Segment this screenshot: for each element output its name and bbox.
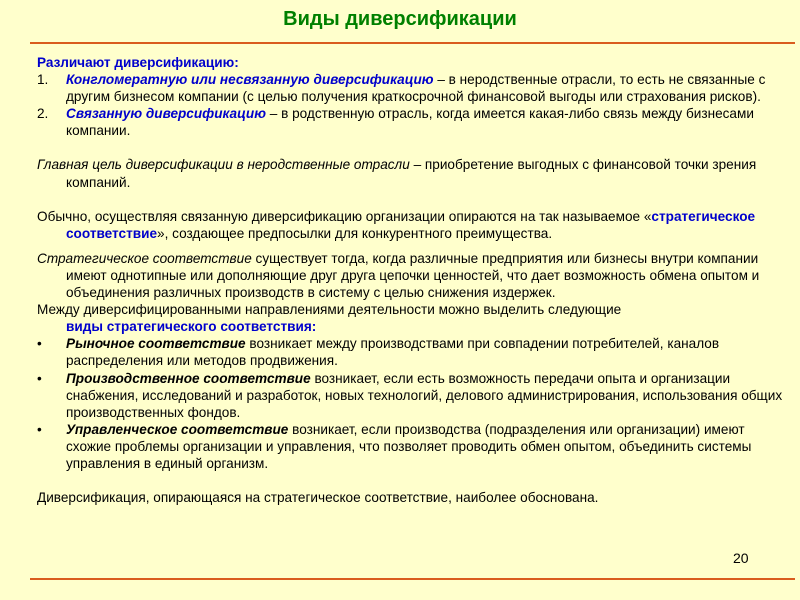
strategic-fit-text: существует тогда, когда различные предприятия или бизнесы внутри компании имеют однотипные или дополняющие друг друга цепочки ценностей, что дает возможность обмена опытом и объединения различных производств в систему с целью снижения издержек.: [66, 250, 760, 301]
types-intro: [37, 301, 787, 335]
item-term: Рыночное соответствие: [66, 336, 246, 352]
item-number: 2.: [37, 106, 49, 122]
item-term: Производственное соответствие: [66, 370, 311, 386]
item-term: Конгломератную или несвязанную диверсификацию: [66, 72, 434, 88]
strategic-fit-lead: Стратегическое соответствие: [37, 250, 252, 266]
top-divider: [30, 42, 795, 44]
item-text: возникает между производствами при совпадении потребителей, каналов распределения или методов продвижения.: [66, 336, 720, 369]
type-item-production: [37, 370, 787, 421]
bullet-icon: •: [37, 370, 42, 386]
intro-item-1: [37, 71, 787, 105]
type-item-market: [37, 335, 787, 369]
intro-item-2: [37, 105, 787, 139]
strategic-fit-term: стратегическое соответствие: [66, 208, 756, 241]
goal-text: – приобретение выгодных с финансовой точки зрения компаний.: [66, 157, 757, 190]
item-text: – в неродственные отрасли, то есть не связанные с другим бизнесом компании (с целью получения краткосрочной финансовой выгоды или страхования рисков).: [66, 72, 766, 105]
conclusion: Диверсификация, опирающаяся на стратегическое соответствие, наиболее обоснована.: [37, 490, 599, 506]
type-item-management: [37, 421, 787, 472]
related-before: Обычно, осуществляя связанную диверсификацию организации опираются на так называемое «: [37, 208, 652, 224]
related-after: », создающее предпосылки для конкурентного преимущества.: [157, 225, 553, 241]
item-text: возникает, если есть возможность передачи опыта и организации снабжения, исследований и разработок, новых технологий, делового администрирования, использования общих производственных фондов.: [66, 370, 783, 420]
slide-title: Виды диверсификации: [283, 8, 517, 30]
item-text: – в родственную отрасль, когда имеется какая-либо связь между бизнесами компании.: [66, 106, 754, 139]
types-heading: виды стратегического соответствия:: [66, 319, 317, 335]
item-term: Управленческое соответствие: [66, 421, 289, 437]
item-number: 1.: [37, 72, 49, 88]
goal-paragraph: [37, 156, 787, 190]
page-number: 20: [733, 550, 749, 566]
bullet-icon: •: [37, 336, 42, 352]
item-text: возникает, если производства (подразделения или организации) имеют схожие проблемы организации и управления, что позволяет проводить обмен опытом, объединить системы управления в единый организм.: [66, 421, 752, 471]
slide-content: [37, 54, 787, 506]
bottom-divider: [30, 578, 795, 580]
bullet-icon: •: [37, 421, 42, 437]
item-term: Связанную диверсификацию: [66, 106, 266, 122]
types-intro-text: Между диверсифицированными направлениями деятельности можно выделить следующие: [37, 302, 622, 318]
related-paragraph: [37, 208, 787, 242]
intro-heading: Различают диверсификацию:: [37, 55, 239, 70]
strategic-fit-paragraph: [37, 250, 787, 301]
goal-lead: Главная цель диверсификации в неродственные отрасли: [37, 157, 410, 173]
